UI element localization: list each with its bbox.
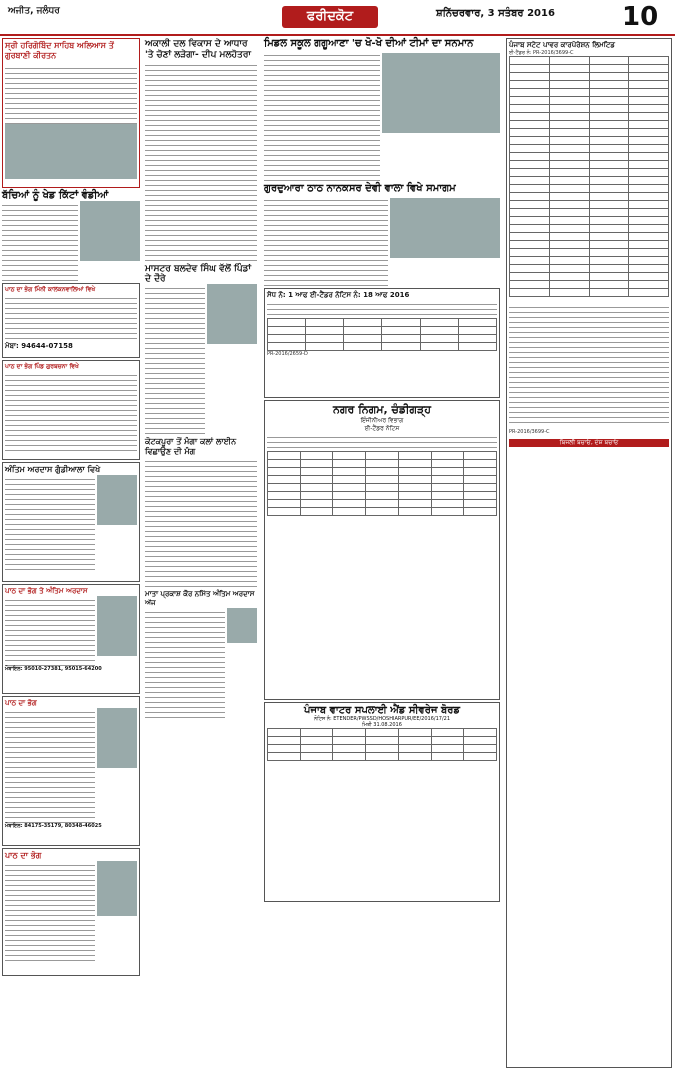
akali-dal-text (145, 61, 257, 261)
pspcl-box (506, 38, 672, 1068)
bhog-notice-3-phone: ਮੋਬਾਇਲ: 84175-35179, 80348-46025 (5, 823, 102, 829)
bhog-notice-3 (2, 696, 140, 846)
bhog-notice-3-title: ਪਾਠ ਦਾ ਭੋਗ (5, 699, 37, 707)
water-board-title: ਪੰਜਾਬ ਵਾਟਰ ਸਪਲਾਈ ਐਂਡ ਸੀਵਰੇਜ ਬੋਰਡ (304, 705, 460, 716)
nagar-nigam-dept: ਇੰਜੀਨੀਅਰ ਵਿਭਾਗ (360, 417, 404, 424)
bhog-notice-1-text (5, 294, 137, 342)
water-board-ref: ਨੋਟਿਸ ਨੰ: ETENDER/PWSSD/HOSHIARPUR/EE/2016/17/21 (313, 716, 451, 722)
etender-notice (264, 288, 500, 398)
kho-kho-text (264, 51, 380, 181)
bhog-notice-2-text (5, 371, 137, 451)
bhog-notice-1-title: ਪਾਠ ਦਾ ਭੋਗ ਮਿੰਨੀ ਕਾਲਕਨਵਾਲਿਆਂ ਵਿਖੇ (5, 286, 96, 293)
antim-ardas-text (5, 475, 95, 570)
baldev-singh-photo (207, 284, 257, 344)
akali-dal-headline: ਅਕਾਲੀ ਦਲ ਵਿਕਾਸ ਦੇ ਆਧਾਰ 'ਤੇ ਚੋਣਾਂ ਲੜੇਗਾ- ਦੀਪ ਮਲਹੋਤਰਾ (145, 39, 251, 60)
page-number: 10 (622, 2, 659, 32)
bhog-antim-phone: ਮੋਬਾਇਲ: 95010-27381, 95015-64200 (5, 666, 102, 672)
akali-dal-story (145, 39, 257, 261)
bhog-notice-2 (2, 360, 140, 460)
water-board-table (267, 728, 497, 761)
antim-ardas-notice (2, 462, 140, 582)
kirtan-ad-title: ਸ੍ਰੀ ਹਰਿਗੋਬਿੰਦ ਸਾਹਿਬ ਅਲਿਆਸ ਤੋਂ ਗੁਰਬਾਣੀ ਕੀਰਤਨ (5, 41, 114, 60)
gurdwara-headline: ਗੁਰਦੁਆਰਾ ਠਾਠ ਨਾਨਕਸਰ ਦੇਵੀ ਵਾਲਾ ਵਿਖੇ ਸਮਾਗਮ (264, 183, 456, 194)
nagar-nigam-text (267, 433, 497, 451)
bhog-notice-4-title: ਪਾਠ ਦਾ ਭੋਗ (5, 851, 42, 860)
antim-ardas-title: ਅੰਤਿਮ ਅਰਦਾਸ ਗੁੰਡੀਆਲਾ ਵਿਖੇ (5, 465, 101, 474)
kho-kho-photo (382, 53, 500, 133)
etender-pr: PR-2016/2659-D (267, 351, 308, 357)
nagar-nigam-subtitle: ਈ-ਟੈਂਡਰ ਨੋਟਿਸ (364, 425, 400, 432)
bhog-notice-3-photo (97, 708, 137, 768)
pspcl-footer: ਬਿਜਲੀ ਬਚਾਓ, ਦੇਸ਼ ਬਚਾਓ (509, 439, 669, 447)
etender-table (267, 318, 497, 351)
prakash-kaur-story (145, 590, 257, 718)
bhog-notice-3-text (5, 708, 95, 823)
rail-line-headline: ਕੋਟਕਪੂਰਾ ਤੋਂ ਮੰਗਾ ਕਲਾਂ ਲਾਈਨ ਵਿਛਾਉਣ ਦੀ ਮੰਗ (145, 437, 237, 456)
kirtan-ad (2, 38, 140, 188)
baldev-singh-headline: ਮਾਸਟਰ ਬਲਦੇਵ ਸਿੰਘ ਵੱਲੋਂ ਪਿੰਡਾਂ ਦੇ ਦੌਰੇ (145, 264, 252, 284)
bhog-antim-title: ਪਾਠ ਦਾ ਭੋਗ ਤੇ ਅੰਤਿਮ ਅਰਦਾਸ (5, 587, 88, 595)
rail-line-story (145, 437, 257, 587)
kho-kho-headline: ਮਿਡਲ ਸਕੂਲ ਗਗੂਆਣਾ 'ਚ ਖੋ-ਖੋ ਦੀਆਂ ਟੀਮਾਂ ਦਾ ਸਨਮਾਨ (264, 38, 474, 49)
baldev-singh-text (145, 284, 205, 434)
etender-text (267, 300, 497, 318)
bhog-notice-1 (2, 283, 140, 358)
nagar-nigam-title: ਨਗਰ ਨਿਗਮ, ਚੰਡੀਗੜ੍ਹ (333, 403, 431, 416)
bhog-antim-photo (97, 596, 137, 656)
etender-title: ਸੋਧ ਨੋ: 1 ਆਫ ਈ-ਟੈਂਡਰ ਨੋਟਿਸ ਨੰ: 18 ਆਫ 2016 (267, 291, 410, 299)
pspcl-title: ਪੰਜਾਬ ਸਟੇਟ ਪਾਵਰ ਕਾਰਪੋਰੇਸ਼ਨ ਲਿਮਟਿਡ (509, 41, 615, 49)
left-column (0, 36, 142, 978)
center-left-column (142, 36, 260, 721)
publication-title: ਫਰੀਦਕੋਟ (282, 6, 378, 28)
antim-ardas-photo (97, 475, 137, 525)
masthead-date: ਸ਼ਨਿੱਚਰਵਾਰ, 3 ਸਤੰਬਰ 2016 (436, 8, 555, 19)
center-column (262, 36, 502, 904)
baldev-singh-story (145, 264, 257, 434)
prakash-kaur-text (145, 608, 225, 718)
bhog-antim-notice (2, 584, 140, 694)
kirtan-ad-text (5, 64, 137, 124)
pspcl-tender (504, 36, 674, 1070)
nagar-nigam-table (267, 451, 497, 516)
masthead-city: ਅਜੀਤ, ਜਲੰਧਰ (8, 6, 60, 16)
gurdwara-text (264, 196, 388, 286)
bhog-notice-1-phone: ਮੋਬਾ: 94644-07158 (5, 342, 73, 350)
rail-line-text (145, 457, 257, 587)
pspcl-tender-line: ਈ-ਟੈਂਡਰ ਨੰ: PR-2016/3699-C (509, 50, 574, 56)
nagar-nigam-notice (264, 400, 500, 700)
sports-kits-story (2, 190, 140, 281)
prakash-kaur-photo (227, 608, 257, 643)
kirtan-ad-photo (5, 124, 137, 179)
sports-kits-photo (80, 201, 140, 261)
pspcl-table (509, 56, 669, 297)
bhog-notice-4-text (5, 861, 95, 961)
bhog-antim-text (5, 596, 95, 666)
water-board-date: ਮਿਤੀ 31.08.2016 (362, 722, 402, 728)
prakash-kaur-headline: ਮਾਤਾ ਪ੍ਰਕਾਸ਼ ਕੌਰ ਨਮਿੱਤ ਅੰਤਿਮ ਅਰਦਾਸ ਅੱਜ (145, 590, 255, 607)
pspcl-terms-text (509, 303, 669, 423)
pspcl-pr: PR-2016/3699-C (509, 429, 550, 435)
masthead (0, 0, 675, 36)
sports-kits-text (2, 201, 78, 281)
bhog-notice-4-photo (97, 861, 137, 916)
bhog-notice-4 (2, 848, 140, 976)
sports-kits-headline: ਬੱਚਿਆਂ ਨੂੰ ਖੇਡ ਕਿੱਟਾਂ ਵੰਡੀਆਂ (2, 190, 109, 201)
gurdwara-photo (390, 198, 500, 258)
water-board-notice (264, 702, 500, 902)
bhog-notice-2-title: ਪਾਠ ਦਾ ਭੋਗ ਪਿੰਡ ਗੁਰਬਚਨਾ ਵਿਖੇ (5, 363, 79, 370)
